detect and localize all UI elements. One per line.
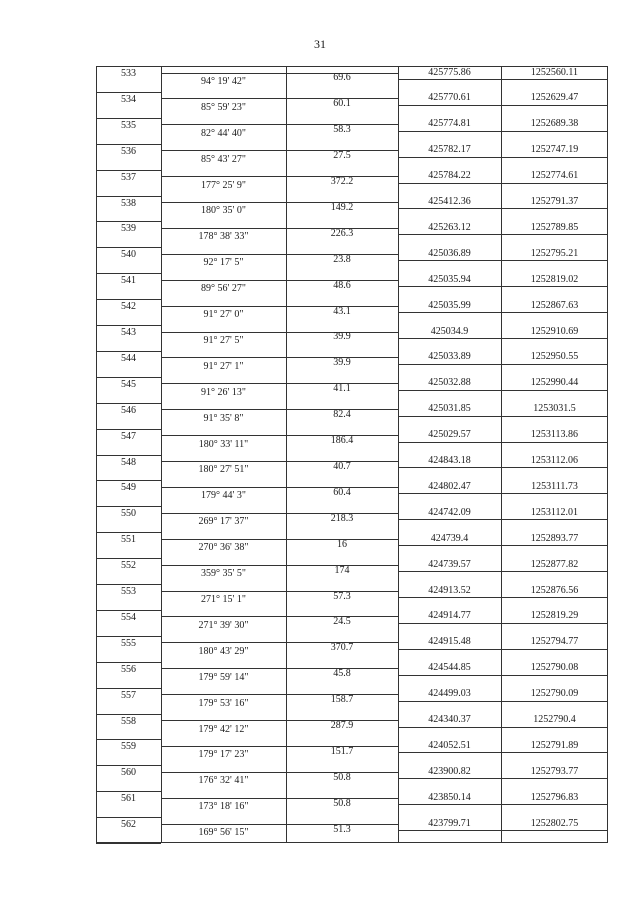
segment-angle: 177° 25' 9"	[201, 179, 246, 191]
point-x-coordinate: 424802.47	[428, 480, 471, 492]
point-y-coordinate: 1253112.01	[530, 506, 579, 518]
point-number: 556	[121, 663, 136, 675]
row-line	[96, 144, 161, 145]
segment-length: 41.1	[333, 383, 351, 395]
point-number: 558	[121, 715, 136, 727]
point-x-coordinate: 425029.57	[428, 429, 471, 441]
point-x-coordinate: 424340.37	[428, 714, 471, 725]
segment-angle: 176° 32' 41"	[198, 775, 249, 787]
row-line	[96, 351, 161, 352]
row-line	[398, 597, 608, 598]
row-line	[96, 299, 161, 300]
segment-length: 48.6	[333, 279, 351, 291]
point-y-coordinate: 1252791.89	[530, 739, 579, 751]
segment-angle: 82° 44' 40"	[201, 127, 246, 139]
point-y-coordinate: 1252867.63	[530, 299, 579, 311]
segment-length: 151.7	[330, 745, 354, 757]
segment-length: 51.3	[333, 823, 351, 835]
row-line	[398, 649, 608, 650]
point-y-coordinate: 1252793.77	[530, 765, 579, 777]
segment-angle: 180° 33' 11"	[198, 438, 249, 450]
point-number: 537	[121, 171, 136, 183]
point-y-coordinate: 1253111.73	[531, 480, 578, 492]
row-line	[96, 843, 161, 844]
point-number: 539	[121, 223, 136, 235]
segment-angle: 270° 36' 38"	[198, 542, 249, 554]
point-x-coordinate: 423799.71	[428, 817, 471, 829]
point-x-coordinate: 425412.36	[428, 196, 471, 207]
row-line	[96, 636, 161, 637]
row-line	[398, 752, 608, 753]
point-y-coordinate: 1252794.77	[530, 636, 579, 648]
row-line	[96, 170, 161, 171]
point-y-coordinate: 1253112.06	[530, 455, 579, 466]
row-line	[398, 416, 608, 417]
row-line	[96, 791, 161, 792]
segment-length: 39.9	[333, 331, 351, 343]
row-line	[398, 442, 608, 443]
point-number: 560	[121, 767, 136, 779]
point-number: 553	[121, 586, 136, 597]
segment-length: 50.8	[333, 771, 351, 783]
segment-length: 24.5	[333, 616, 351, 628]
segment-length: 60.1	[333, 98, 351, 110]
point-x-coordinate: 423900.82	[428, 765, 471, 777]
segment-length: 60.4	[333, 486, 351, 498]
point-y-coordinate: 1252790.4	[533, 714, 576, 725]
point-y-coordinate: 1252791.37	[530, 196, 579, 207]
point-x-coordinate: 425036.89	[428, 247, 471, 259]
point-number: 534	[121, 93, 136, 105]
point-x-coordinate: 424052.51	[428, 739, 471, 751]
segment-length: 58.3	[333, 124, 351, 136]
point-y-coordinate: 1253113.86	[530, 429, 579, 441]
point-x-coordinate: 425034.9	[430, 325, 469, 337]
point-number: 561	[121, 793, 136, 805]
segment-length: 82.4	[333, 409, 351, 421]
point-y-coordinate: 1252910.69	[530, 325, 579, 337]
point-number: 548	[121, 456, 136, 468]
point-number: 543	[121, 327, 136, 338]
row-line	[96, 221, 161, 222]
row-line	[398, 338, 608, 339]
segment-length: 370.7	[330, 642, 354, 654]
row-line	[96, 506, 161, 507]
segment-length: 218.3	[330, 512, 354, 524]
row-line	[398, 701, 608, 702]
segment-angle: 180° 27' 51"	[198, 464, 249, 476]
row-line	[96, 325, 161, 326]
row-line	[398, 545, 608, 546]
point-x-coordinate: 424913.52	[428, 584, 471, 596]
point-x-coordinate: 423850.14	[428, 791, 471, 803]
point-x-coordinate: 424914.77	[428, 610, 471, 622]
row-line	[96, 377, 161, 378]
row-line	[398, 260, 608, 261]
point-number: 555	[121, 637, 136, 649]
point-y-coordinate: 1252689.38	[530, 118, 579, 130]
segment-angle: 94° 19' 42"	[201, 75, 246, 87]
segment-angle: 85° 59' 23"	[201, 101, 246, 113]
point-number: 540	[121, 249, 136, 261]
point-x-coordinate: 425035.94	[428, 273, 471, 285]
point-y-coordinate: 1252747.19	[530, 144, 579, 156]
point-number: 544	[121, 352, 136, 364]
segment-length: 43.1	[333, 305, 351, 317]
segment-length: 69.6	[333, 72, 351, 84]
point-y-coordinate: 1252796.83	[530, 791, 579, 803]
point-number: 546	[121, 404, 136, 416]
row-line	[96, 92, 161, 93]
point-y-coordinate: 1252819.02	[530, 273, 579, 285]
row-line	[398, 234, 608, 235]
point-y-coordinate: 1252819.29	[530, 610, 579, 622]
row-line	[96, 739, 161, 740]
point-x-coordinate: 425774.81	[428, 118, 471, 130]
row-line	[398, 727, 608, 728]
point-x-coordinate: 425770.61	[428, 92, 471, 104]
segment-length: 39.9	[333, 357, 351, 369]
point-number: 538	[121, 197, 136, 209]
row-line	[398, 183, 608, 184]
point-y-coordinate: 1252802.75	[530, 817, 579, 829]
point-y-coordinate: 1252629.47	[530, 92, 579, 104]
point-y-coordinate: 1252560.11	[530, 66, 579, 78]
segment-length: 40.7	[333, 460, 351, 472]
point-x-coordinate: 424742.09	[428, 506, 471, 518]
point-number: 549	[121, 482, 136, 494]
point-x-coordinate: 425033.89	[428, 351, 471, 363]
point-y-coordinate: 1252990.44	[530, 377, 579, 389]
point-number: 535	[121, 119, 136, 131]
segment-angle: 179° 44' 3"	[201, 490, 246, 502]
point-y-coordinate: 1252893.77	[530, 532, 579, 544]
page-number: 31	[314, 37, 326, 51]
segment-length: 226.3	[330, 227, 354, 239]
segment-angle: 85° 43' 27"	[201, 153, 246, 165]
row-line	[96, 118, 161, 119]
point-number: 554	[121, 611, 136, 623]
point-y-coordinate: 1252790.09	[530, 688, 579, 700]
segment-length: 27.5	[333, 150, 351, 162]
row-line	[398, 390, 608, 391]
row-line	[96, 273, 161, 274]
point-number: 541	[121, 275, 136, 287]
segment-angle: 89° 56' 27"	[201, 283, 246, 295]
row-line	[398, 571, 608, 572]
segment-angle: 179° 53' 16"	[198, 697, 249, 709]
row-line	[398, 131, 608, 132]
segment-angle: 269° 17' 37"	[198, 516, 249, 528]
segment-angle: 180° 35' 0"	[201, 205, 246, 217]
row-line	[398, 105, 608, 106]
segment-length: 186.4	[330, 435, 354, 446]
segment-angle: 271° 15' 1"	[201, 594, 246, 605]
point-number: 536	[121, 145, 136, 157]
point-x-coordinate: 425784.22	[428, 170, 471, 182]
segment-angle: 179° 17' 23"	[198, 749, 249, 761]
point-x-coordinate: 424544.85	[428, 662, 471, 674]
row-line	[398, 675, 608, 676]
segment-length: 287.9	[330, 720, 354, 731]
point-x-coordinate: 425775.86	[428, 66, 471, 78]
row-line	[398, 286, 608, 287]
segment-angle: 173° 18' 16"	[198, 801, 249, 813]
segment-angle: 180° 43' 29"	[198, 645, 249, 657]
row-line	[96, 558, 161, 559]
row-line	[96, 429, 161, 430]
point-y-coordinate: 1252950.55	[530, 351, 579, 363]
point-number: 552	[121, 560, 136, 572]
table-border-bottom	[96, 842, 608, 843]
segment-length: 16	[337, 538, 347, 550]
row-line	[398, 623, 608, 624]
row-line	[96, 584, 161, 585]
row-line	[96, 247, 161, 248]
row-line	[96, 196, 161, 197]
point-x-coordinate: 424739.57	[428, 558, 471, 570]
row-line	[96, 455, 161, 456]
segment-length: 372.2	[330, 176, 354, 187]
point-x-coordinate: 424739.4	[430, 532, 469, 544]
row-line	[96, 817, 161, 818]
segment-angle: 178° 38' 33"	[198, 231, 249, 243]
row-line	[96, 532, 161, 533]
point-y-coordinate: 1252789.85	[530, 221, 579, 233]
point-number: 559	[121, 741, 136, 753]
point-x-coordinate: 425782.17	[428, 144, 471, 156]
point-x-coordinate: 425032.88	[428, 377, 471, 389]
point-y-coordinate: 1252795.21	[530, 247, 579, 259]
point-number: 562	[121, 819, 136, 831]
segment-length: 23.8	[333, 253, 351, 265]
point-x-coordinate: 424499.03	[428, 688, 471, 700]
row-line	[398, 830, 608, 831]
row-line	[96, 480, 161, 481]
segment-length: 174	[334, 564, 350, 576]
point-y-coordinate: 1253031.5	[533, 403, 576, 415]
row-line	[96, 765, 161, 766]
point-y-coordinate: 1252876.56	[530, 584, 579, 596]
point-y-coordinate: 1252790.08	[530, 662, 579, 674]
coordinates-table	[96, 66, 608, 843]
row-line	[398, 467, 608, 468]
point-x-coordinate: 424843.18	[428, 455, 471, 466]
segment-angle: 91° 35' 8"	[203, 412, 244, 424]
segment-length: 158.7	[330, 694, 354, 705]
point-x-coordinate: 424915.48	[428, 636, 471, 648]
row-line	[96, 688, 161, 689]
row-line	[398, 312, 608, 313]
segment-length: 45.8	[333, 668, 351, 680]
row-line	[398, 519, 608, 520]
segment-length: 149.2	[330, 201, 354, 213]
point-number: 550	[121, 508, 136, 520]
point-x-coordinate: 425031.85	[428, 403, 471, 415]
segment-angle: 91° 26' 13"	[201, 386, 246, 398]
point-number: 547	[121, 430, 136, 442]
segment-angle: 179° 42' 12"	[198, 723, 249, 735]
segment-angle: 271° 39' 30"	[198, 619, 249, 631]
row-line	[96, 610, 161, 611]
point-y-coordinate: 1252774.61	[530, 170, 579, 182]
row-line	[398, 778, 608, 779]
point-x-coordinate: 425035.99	[428, 299, 471, 311]
segment-angle: 91° 27' 1"	[203, 360, 244, 372]
row-line	[96, 662, 161, 663]
point-x-coordinate: 425263.12	[428, 221, 471, 233]
row-line	[398, 79, 608, 80]
segment-angle: 92° 17' 5"	[203, 257, 244, 269]
point-number: 533	[121, 68, 136, 79]
row-line	[398, 208, 608, 209]
point-number: 545	[121, 378, 136, 390]
segment-angle: 91° 27' 0"	[203, 309, 244, 320]
segment-angle: 179° 59' 14"	[198, 671, 249, 683]
row-line	[96, 403, 161, 404]
point-number: 542	[121, 301, 136, 313]
point-number: 551	[121, 534, 136, 546]
segment-angle: 359° 35' 5"	[201, 568, 246, 579]
row-line	[398, 493, 608, 494]
segment-length: 50.8	[333, 797, 351, 809]
segment-angle: 169° 56' 15"	[198, 827, 249, 838]
point-y-coordinate: 1252877.82	[530, 558, 579, 570]
point-number: 557	[121, 689, 136, 701]
row-line	[398, 804, 608, 805]
row-line	[398, 157, 608, 158]
row-line	[398, 364, 608, 365]
segment-length: 57.3	[333, 590, 351, 602]
segment-angle: 91° 27' 5"	[203, 334, 244, 346]
row-line	[96, 714, 161, 715]
